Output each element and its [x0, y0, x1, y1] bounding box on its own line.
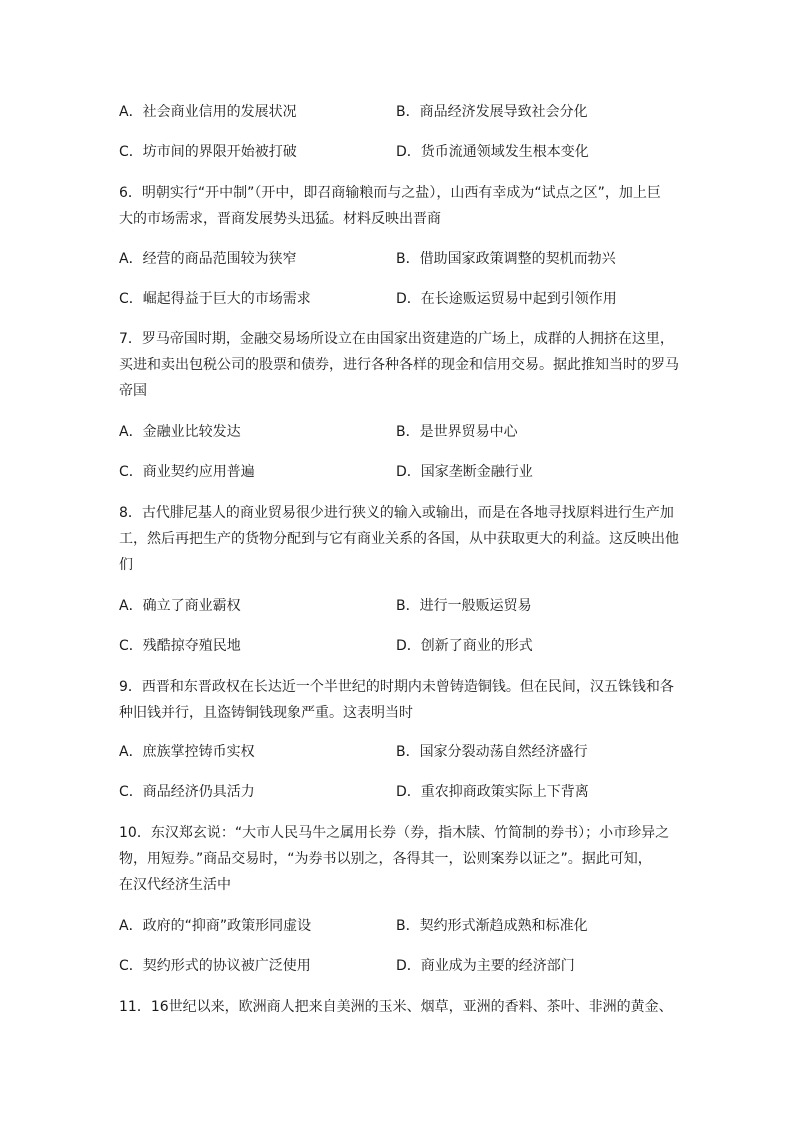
option-d: D．在长途贩运贸易中起到引领作用 [396, 291, 617, 307]
question-7 [119, 326, 679, 404]
question-line: 在汉代经济生活中 [119, 877, 231, 893]
option-row [119, 955, 679, 977]
option-c: C．残酷掠夺殖民地 [119, 638, 241, 654]
option-d: D．重农抑商政策实际上下背离 [396, 784, 589, 800]
option-a: A．确立了商业霸权 [119, 598, 241, 614]
option-b: B．进行一般贩运贸易 [396, 598, 532, 614]
question-6 [119, 180, 679, 232]
option-a: A．金融业比较发达 [119, 424, 241, 440]
option-row [119, 101, 679, 123]
question-line: 们 [119, 557, 133, 573]
option-b: B．借助国家政策调整的契机而勃兴 [396, 251, 616, 267]
option-row [119, 421, 679, 443]
question-line: 种旧钱并行，且盗铸铜钱现象严重。这表明当时 [119, 705, 413, 721]
question-line: 10．东汉郑玄说：“大市人民马牛之属用长券（券，指木牍、竹简制的券书）；小市珍异之 [119, 825, 670, 841]
option-row [119, 741, 679, 763]
option-row [119, 595, 679, 617]
option-b: B．国家分裂动荡自然经济盛行 [396, 744, 588, 760]
option-d: D．国家垄断金融行业 [396, 464, 533, 480]
question-11 [119, 994, 679, 1020]
question-10 [119, 820, 679, 898]
question-line: 帝国 [119, 383, 147, 399]
option-row [119, 781, 679, 803]
question-line: 7．罗马帝国时期，金融交易场所设立在由国家出资建造的广场上，成群的人拥挤在这里， [119, 331, 674, 347]
option-row [119, 141, 679, 163]
option-d: D．货币流通领域发生根本变化 [396, 144, 589, 160]
question-9 [119, 674, 679, 726]
question-line: 6．明朝实行“开中制”（开中，即召商输粮而与之盐），山西有幸成为“试点之区”，加上巨 [119, 185, 661, 201]
option-b: B．商品经济发展导致社会分化 [396, 104, 588, 120]
option-row [119, 635, 679, 657]
question-line: 物，用短券。”商品交易时，“为券书以别之，各得其一，讼则案券以证之”。据此可知， [119, 851, 652, 867]
option-d: D．商业成为主要的经济部门 [396, 958, 575, 974]
option-c: C．坊市间的界限开始被打破 [119, 144, 297, 160]
question-line: 买进和卖出包税公司的股票和债券，进行各种各样的现金和信用交易。据此推知当时的罗马 [119, 357, 679, 373]
question-line: 大的市场需求，晋商发展势头迅猛。材料反映出晋商 [119, 211, 441, 227]
option-c: C．商品经济仍具活力 [119, 784, 255, 800]
option-c: C．崛起得益于巨大的市场需求 [119, 291, 311, 307]
question-line: 8．古代腓尼基人的商业贸易很少进行狭义的输入或输出，而是在各地寻找原料进行生产加 [119, 505, 674, 521]
option-b: B．是世界贸易中心 [396, 424, 518, 440]
question-line: 9．西晋和东晋政权在长达近一个半世纪的时期内未曾铸造铜钱。但在民间，汉五铢钱和各 [119, 679, 674, 695]
option-row [119, 288, 679, 310]
option-row [119, 248, 679, 270]
question-line: 11．16世纪以来，欧洲商人把来自美洲的玉米、烟草，亚洲的香料、茶叶、非洲的黄金、 [119, 999, 673, 1015]
option-c: C．契约形式的协议被广泛使用 [119, 958, 311, 974]
option-a: A．政府的“抑商”政策形同虚设 [119, 918, 312, 934]
option-d: D．创新了商业的形式 [396, 638, 533, 654]
option-a: A．庶族掌控铸币实权 [119, 744, 255, 760]
option-row [119, 461, 679, 483]
option-a: A．社会商业信用的发展状况 [119, 104, 297, 120]
question-8 [119, 500, 679, 578]
option-row [119, 915, 679, 937]
option-c: C．商业契约应用普遍 [119, 464, 255, 480]
question-line: 工，然后再把生产的货物分配到与它有商业关系的各国，从中获取更大的利益。这反映出他 [119, 531, 679, 547]
option-b: B．契约形式渐趋成熟和标准化 [396, 918, 588, 934]
option-a: A．经营的商品范围较为狭窄 [119, 251, 297, 267]
